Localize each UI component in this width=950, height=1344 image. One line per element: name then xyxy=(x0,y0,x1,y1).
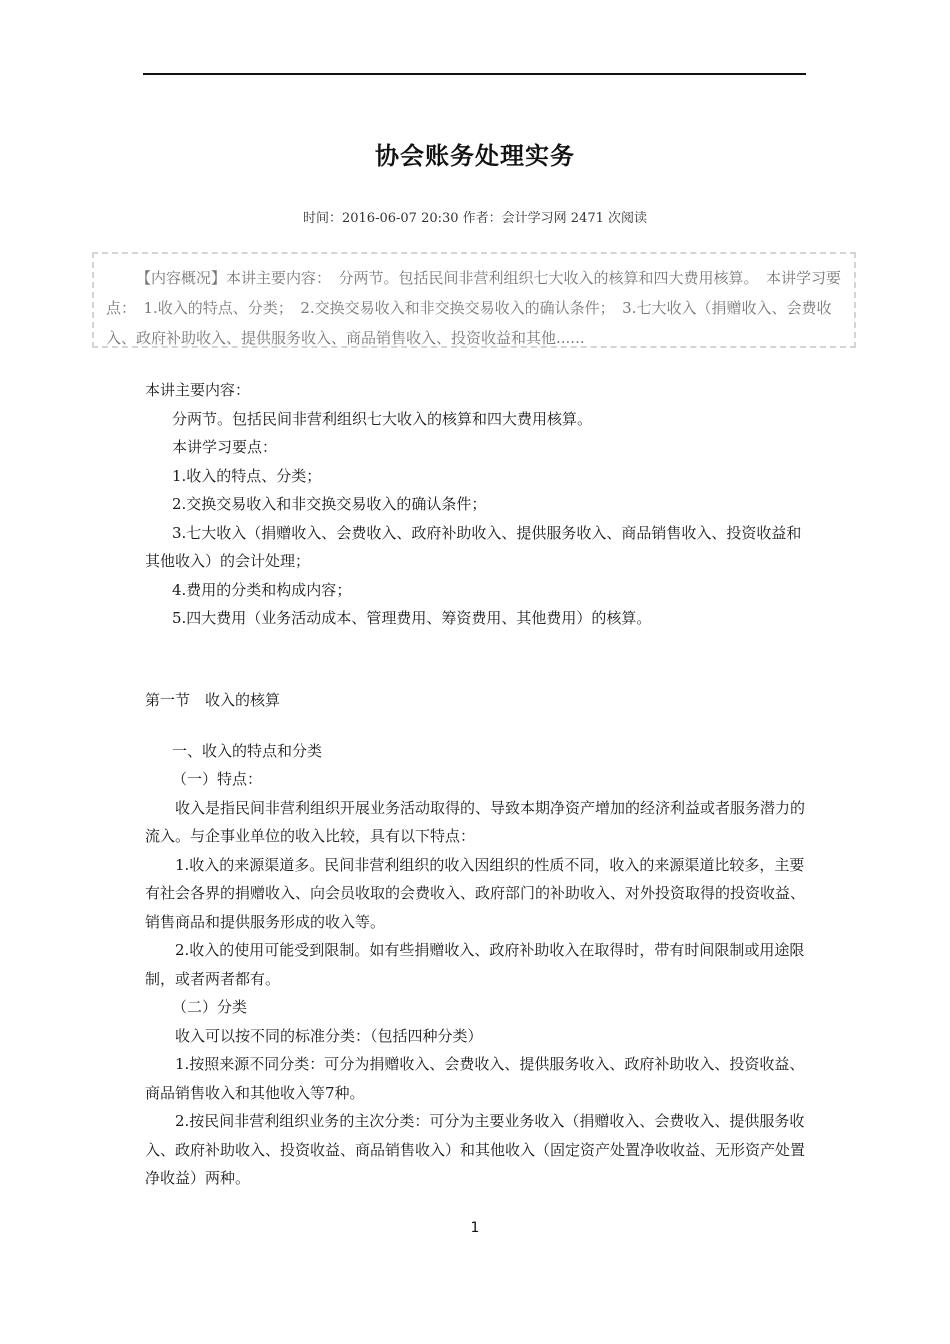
points-heading: 本讲学习要点： xyxy=(172,438,278,456)
point-item: 5.四大费用（业务活动成本、管理费用、筹资费用、其他费用）的核算。 xyxy=(172,609,652,627)
point-item: 4.费用的分类和构成内容； xyxy=(172,580,352,599)
page-number: 1 xyxy=(470,1220,480,1236)
paragraph: 收入是指民间非营利组织开展业务活动取得的、导致本期净资产增加的经济利益或者服务潜力的流入。与企事业单位的收入比较，具有以下特点： xyxy=(145,798,806,845)
point-item: 2.交换交易收入和非交换交易收入的确认条件； xyxy=(172,495,487,513)
subheading: （二）分类 xyxy=(172,998,248,1016)
paragraph: 1.按照来源不同分类：可分为捐赠收入、会费收入、提供服务收入、政府补助收入、投资收益、商品销售收入和其他收入等7种。 xyxy=(145,1055,805,1102)
paragraph: 收入可以按不同的标准分类：（包括四种分类） xyxy=(175,1026,483,1045)
header-rule xyxy=(143,73,806,75)
intro-heading: 本讲主要内容： xyxy=(145,381,251,399)
intro-content: 分两节。包括民间非营利组织七大收入的核算和四大费用核算。 xyxy=(172,409,593,428)
point-item: 1.收入的特点、分类； xyxy=(172,466,322,485)
summary-box: 【内容概况】本讲主要内容： 分两节。包括民间非营利组织七大收入的核算和四大费用核算。 本讲学习要点： 1.收入的特点、分类； 2.交换交易收入和非交换交易收入的确认条件； 3.七大收入（捐赠收入、会费收入、政府补助收入、提供服务收入、商品销售收入、投资收益和其他...... xyxy=(92,252,856,348)
subheading: 一、收入的特点和分类 xyxy=(172,741,323,760)
spacer xyxy=(145,715,807,737)
paragraph: 2.按民间非营利组织业务的主次分类：可分为主要业务收入（捐赠收入、会费收入、提供服务收入、政府补助收入、投资收益、商品销售收入）和其他收入（固定资产处置净收收益、无形资产处置净收益）两种。 xyxy=(145,1112,806,1187)
subheading: （一）特点： xyxy=(172,770,263,788)
paragraph: 1.收入的来源渠道多。民间非营利组织的收入因组织的性质不同，收入的来源渠道比较多，主要有社会各界的捐赠收入、向会员收取的会费收入、政府部门的补助收入、对外投资取得的投资收益、销售商品和提供服务形成的收入等。 xyxy=(145,855,806,931)
point-item: 3.七大收入（捐赠收入、会费收入、政府补助收入、提供服务收入、商品销售收入、投资收益和其他收入）的会计处理； xyxy=(145,523,802,570)
article-title: 协会账务处理实务 xyxy=(375,141,575,170)
section-1 xyxy=(145,686,807,1193)
paragraph: 2.收入的使用可能受到限制。如有些捐赠收入、政府补助收入在取得时，带有时间限制或用途限制，或者两者都有。 xyxy=(145,941,805,988)
intro-block xyxy=(145,376,807,633)
section-heading: 第一节 收入的核算 xyxy=(145,691,281,709)
article-meta: 时间：2016-06-07 20:30 作者：会计学习网 2471 次阅读 xyxy=(302,211,648,226)
